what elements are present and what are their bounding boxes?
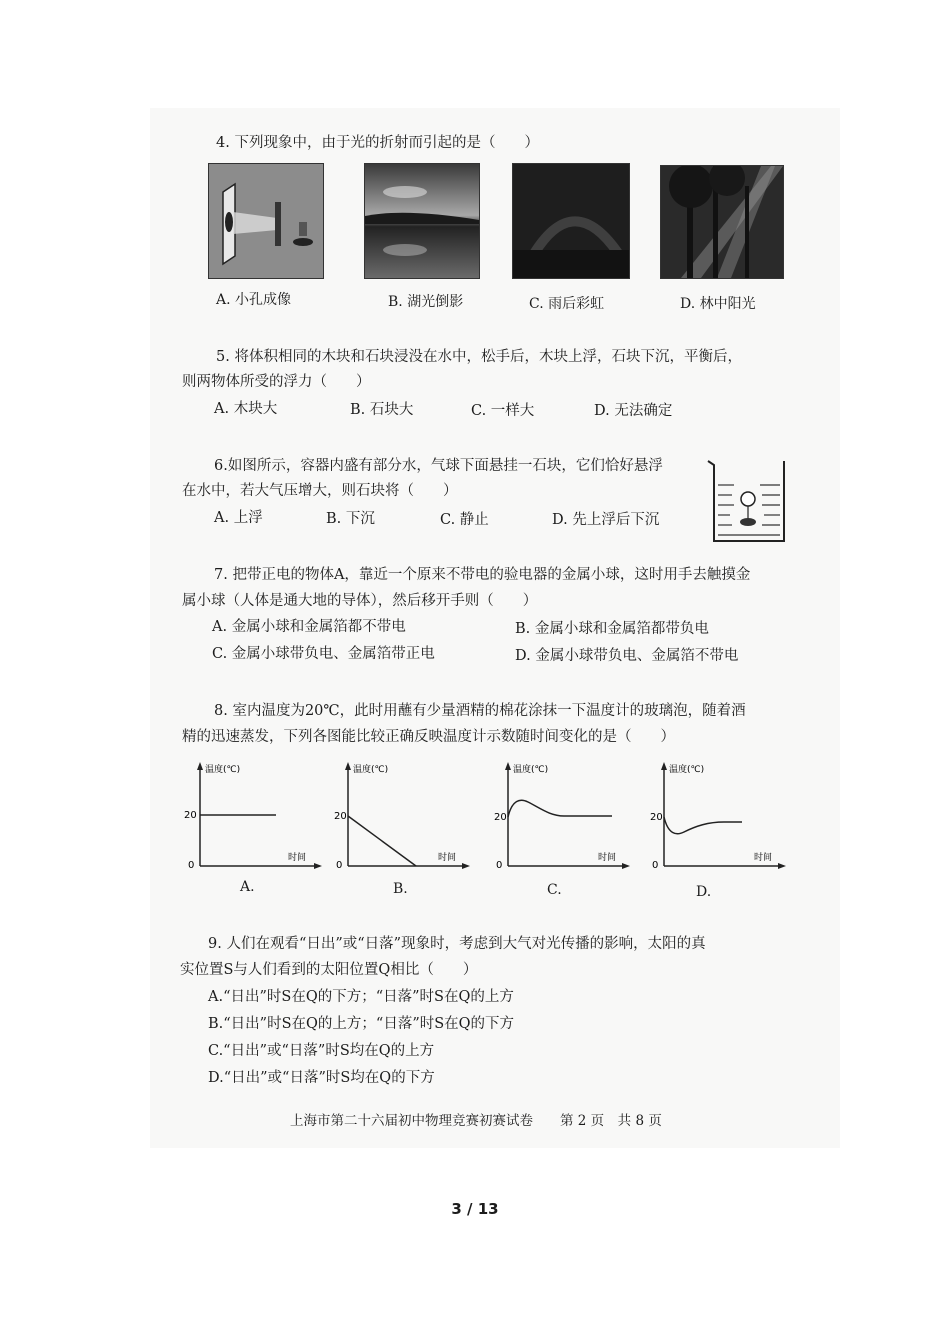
q8-graph-b (334, 760, 484, 880)
q9-stem-line1: 9. 人们在观看“日出”或“日落”现象时，考虑到大气对光传播的影响，太阳的真 (208, 936, 706, 952)
q8-graph-d (650, 760, 800, 880)
q7-option-c: C. 金属小球带负电、金属箔带正电 (212, 646, 435, 662)
q5-option-a: A. 木块大 (214, 401, 278, 417)
q4-option-c: C. 雨后彩虹 (529, 296, 605, 312)
q8-graph-d-label: D. (696, 884, 712, 900)
graph-a-y20: 20 (184, 810, 197, 821)
q7-option-b: B. 金属小球和金属箔都带负电 (515, 621, 709, 637)
q8-stem-line1: 8. 室内温度为20℃，此时用蘸有少量酒精的棉花涂抹一下温度计的玻璃泡，随着酒 (214, 703, 746, 719)
graph-a-xlabel: 时间 (288, 853, 307, 863)
q9-option-d: D.“日出”或“日落”时S均在Q的下方 (208, 1070, 435, 1086)
pinhole-camera-photo (208, 163, 324, 279)
graph-b-y20: 20 (334, 811, 347, 822)
graph-c-origin: 0 (496, 860, 503, 871)
graph-b-origin: 0 (336, 860, 343, 871)
exam-footer: 上海市第二十六届初中物理竞赛初赛试卷 第 2 页 共 8 页 (290, 1113, 662, 1129)
q8-graph-a-label: A. (240, 879, 255, 895)
graph-d-ylabel: 温度(℃) (669, 765, 705, 775)
q8-graph-a (178, 760, 328, 880)
graph-c-y20: 20 (494, 812, 507, 823)
rainbow-photo (512, 163, 630, 279)
q9-stem-line2: 实位置S与人们看到的太阳位置Q相比（ ） (180, 962, 478, 978)
q6-option-d: D. 先上浮后下沉 (552, 512, 660, 528)
q6-stem-line1: 6.如图所示，容器内盛有部分水，气球下面悬挂一石块，它们恰好悬浮 (214, 458, 663, 474)
graph-d-origin: 0 (652, 860, 659, 871)
q4-option-b: B. 湖光倒影 (388, 294, 464, 310)
graph-a-ylabel: 温度(℃) (205, 765, 241, 775)
q4-option-d: D. 林中阳光 (680, 296, 756, 312)
forest-sunlight-photo (660, 165, 784, 279)
graph-c-ylabel: 温度(℃) (513, 765, 549, 775)
graph-d-xlabel: 时间 (754, 853, 773, 863)
q5-option-d: D. 无法确定 (594, 403, 673, 419)
q7-option-d: D. 金属小球带负电、金属箔不带电 (515, 648, 739, 664)
q6-stem-line2: 在水中，若大气压增大，则石块将（ ） (182, 483, 458, 499)
q8-graph-c (494, 760, 644, 880)
q8-stem-line2: 精的迅速蒸发，下列各图能比较正确反映温度计示数随时间变化的是（ ） (182, 729, 675, 745)
q6-option-a: A. 上浮 (214, 510, 263, 526)
page-number: 3 / 13 (451, 1200, 499, 1218)
q9-option-b: B.“日出”时S在Q的上方；“日落”时S在Q的下方 (208, 1016, 515, 1032)
q7-option-a: A. 金属小球和金属箔都不带电 (212, 619, 406, 635)
q8-graph-b-label: B. (393, 881, 408, 897)
graph-b-ylabel: 温度(℃) (353, 765, 389, 775)
q6-option-c: C. 静止 (440, 512, 489, 528)
graph-a-origin: 0 (188, 860, 195, 871)
q9-option-c: C.“日出”或“日落”时S均在Q的上方 (208, 1043, 435, 1059)
q4-option-a: A. 小孔成像 (216, 292, 292, 308)
lake-reflection-photo (364, 163, 480, 279)
q5-option-b: B. 石块大 (350, 402, 414, 418)
q5-option-c: C. 一样大 (471, 403, 535, 419)
q7-stem-line2: 属小球（人体是通大地的导体），然后移开手则（ ） (182, 593, 538, 609)
graph-b-xlabel: 时间 (438, 853, 457, 863)
q7-stem-line1: 7. 把带正电的物体A，靠近一个原来不带电的验电器的金属小球，这时用手去触摸金 (214, 567, 751, 583)
q4-stem: 4. 下列现象中，由于光的折射而引起的是（ ） (216, 135, 539, 151)
q8-graph-c-label: C. (547, 882, 562, 898)
graph-d-y20: 20 (650, 812, 663, 823)
beaker-balloon-stone-icon (704, 455, 788, 545)
q9-option-a: A.“日出”时S在Q的下方；“日落”时S在Q的上方 (208, 989, 514, 1005)
graph-d-curve (664, 817, 742, 834)
graph-b-curve (348, 816, 416, 866)
q5-stem-line2: 则两物体所受的浮力（ ） (182, 374, 371, 390)
q5-stem-line1: 5. 将体积相同的木块和石块浸没在水中，松手后，木块上浮，石块下沉，平衡后， (216, 349, 742, 365)
q6-option-b: B. 下沉 (326, 511, 375, 527)
graph-c-xlabel: 时间 (598, 853, 617, 863)
graph-c-curve (508, 800, 612, 817)
